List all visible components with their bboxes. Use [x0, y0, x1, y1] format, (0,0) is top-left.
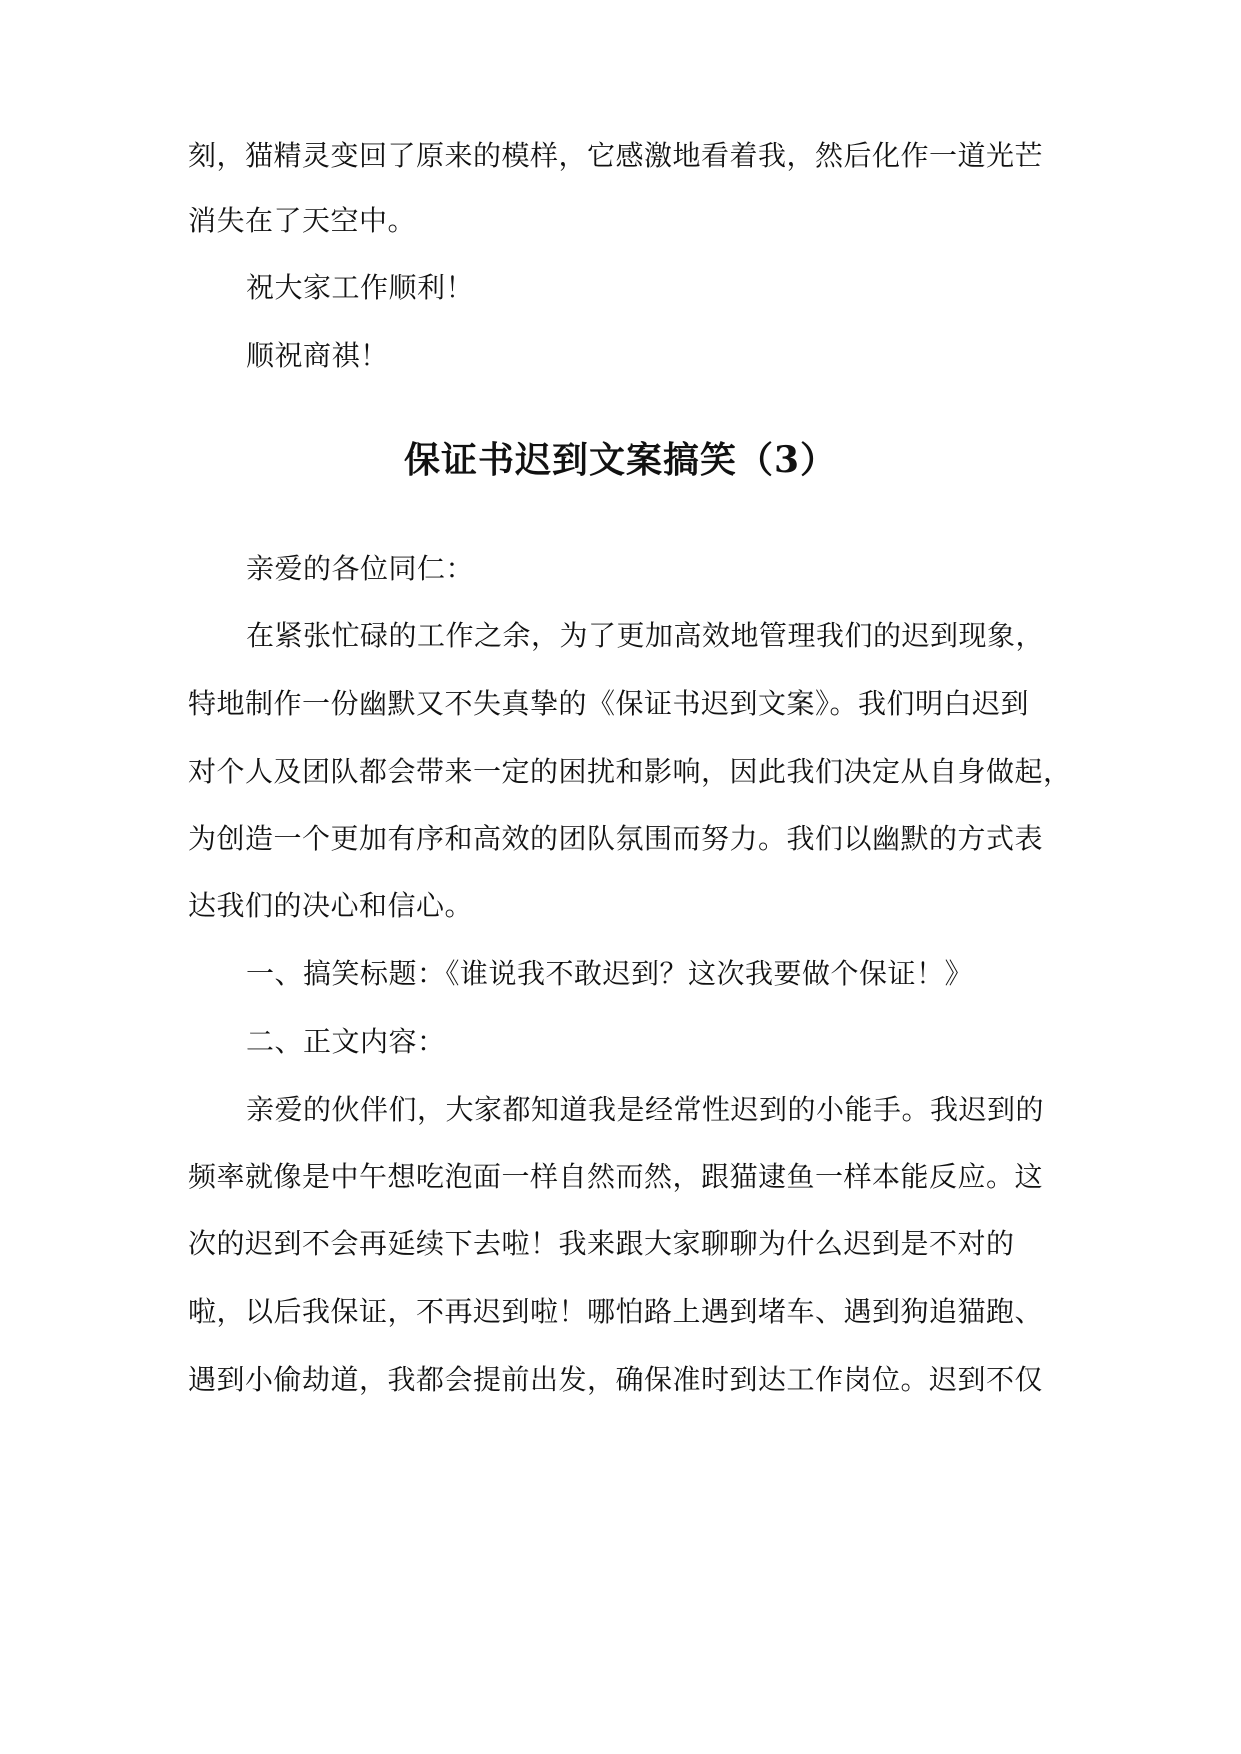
greeting: 亲爱的各位同仁： — [246, 552, 475, 585]
paragraph-line: 次的迟到不会再延续下去啦！我来跟大家聊聊为什么迟到是不对的 — [188, 1227, 1015, 1260]
heading-body-content: 二、正文内容： — [246, 1025, 446, 1058]
paragraph-line: 消失在了天空中。 — [188, 204, 417, 237]
paragraph-line: 在紧张忙碌的工作之余，为了更加高效地管理我们的迟到现象， — [246, 619, 1045, 652]
closing-regards: 顺祝商祺！ — [246, 339, 389, 372]
paragraph-line: 特地制作一份幽默又不失真挚的《保证书迟到文案》。我们明白迟到 — [188, 687, 1030, 720]
paragraph-line: 亲爱的伙伴们，大家都知道我是经常性迟到的小能手。我迟到的 — [246, 1093, 1045, 1126]
paragraph-line: 为创造一个更加有序和高效的团队氛围而努力。我们以幽默的方式表 — [188, 822, 1044, 855]
paragraph-line: 频率就像是中午想吃泡面一样自然而然，跟猫逮鱼一样本能反应。这 — [188, 1160, 1044, 1193]
heading-funny-title: 一、搞笑标题：《谁说我不敢迟到？这次我要做个保证！》 — [246, 957, 974, 990]
closing-wish: 祝大家工作顺利！ — [246, 271, 475, 304]
section-title: 保证书迟到文案搞笑（3） — [403, 439, 838, 481]
paragraph-line: 啦，以后我保证，不再迟到啦！哪怕路上遇到堵车、遇到狗追猫跑、 — [188, 1295, 1044, 1328]
paragraph-line: 达我们的决心和信心。 — [188, 889, 474, 922]
paragraph-line: 刻，猫精灵变回了原来的模样，它感激地看着我，然后化作一道光芒 — [188, 139, 1044, 172]
paragraph-line: 对个人及团队都会带来一定的困扰和影响，因此我们决定从自身做起， — [188, 755, 1072, 788]
paragraph-line: 遇到小偷劫道，我都会提前出发，确保准时到达工作岗位。迟到不仅 — [188, 1363, 1044, 1396]
